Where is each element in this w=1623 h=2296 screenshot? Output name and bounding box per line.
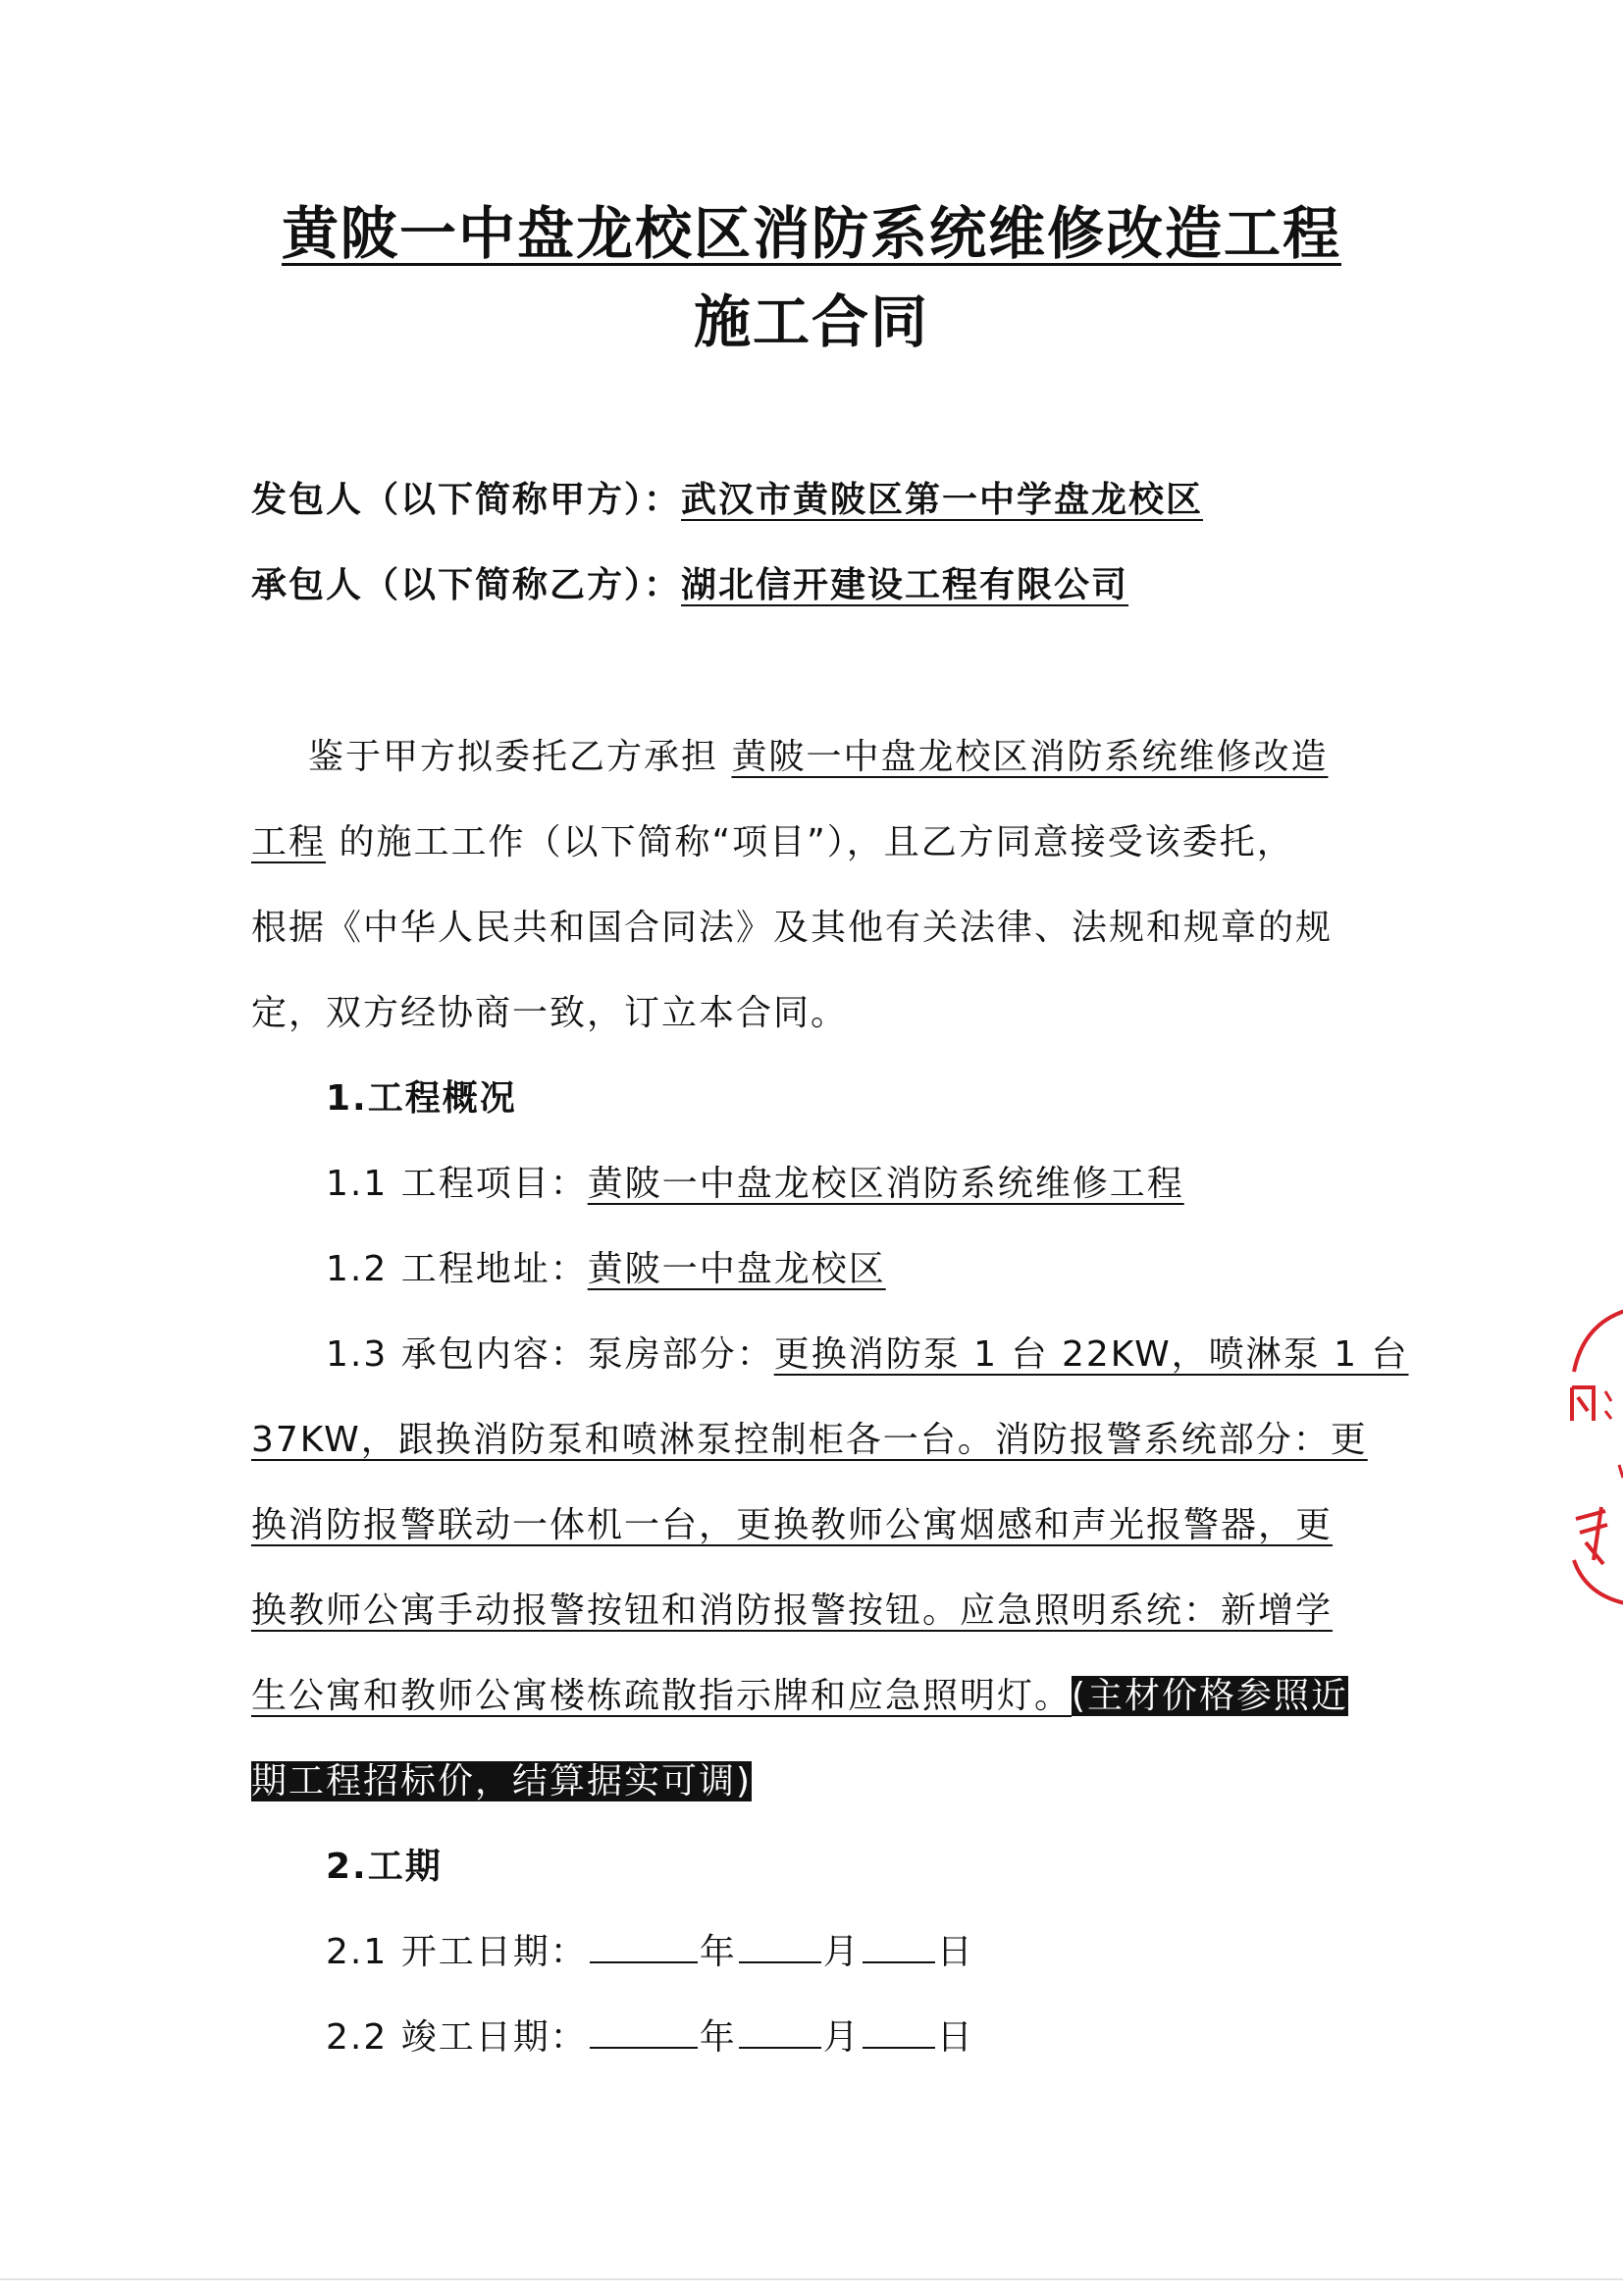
party-b-name: 湖北信开建设工程有限公司 [681, 565, 1129, 605]
party-a-label: 发包人（以下简称甲方）： [251, 480, 682, 520]
end-month-unit: 月 [822, 2017, 861, 2058]
start-date-label: 2.1 开工日期： [326, 1932, 588, 1972]
title-line-1: 黄陂一中盘龙校区消防系统维修改造工程 [281, 200, 1341, 267]
item-1-3-line-6 [251, 1756, 752, 1807]
start-year-blank [590, 1928, 698, 1963]
start-day-blank [863, 1928, 935, 1963]
end-month-blank [739, 2013, 821, 2049]
intro-project-name-cont: 工程 [251, 822, 327, 862]
item-1-2 [326, 1244, 886, 1295]
item-1-3-text-4: 换教师公寓手动报警按钮和消防报警按钮。应急照明系统：新增学 [251, 1591, 1334, 1631]
item-1-1 [326, 1159, 1184, 1210]
party-b [251, 560, 1128, 611]
seal-glyph-fragment-2 [1605, 1391, 1611, 1419]
item-1-3-text-1: 更换消防泵 1 台 22KW，喷淋泵 1 台 [773, 1334, 1409, 1375]
end-date-label: 2.2 竣工日期： [326, 2017, 588, 2058]
start-month-unit: 月 [822, 1932, 861, 1972]
intro-line-4: 定，双方经协商一致，订立本合同。 [251, 993, 849, 1033]
intro-prefix: 鉴于甲方拟委托乙方承担 [308, 737, 732, 777]
seal-glyph-fragment-3 [1576, 1507, 1607, 1564]
intro-line-3: 根据《中华人民共和国合同法》及其他有关法律、法规和规章的规 [251, 908, 1334, 948]
item-1-3-label: 1.3 承包内容：泵房部分： [326, 1334, 774, 1375]
seal-glyph-fragment-1 [1572, 1387, 1594, 1421]
intro-line-2 [251, 817, 1294, 868]
partial-seal-stamp [1566, 1303, 1623, 1607]
item-1-2-label: 1.2 工程地址： [326, 1249, 588, 1289]
section-1-heading: 1.工程概况 [326, 1078, 517, 1119]
item-1-1-label: 1.1 工程项目： [326, 1164, 588, 1204]
end-date-row [326, 2012, 974, 2063]
item-1-1-value: 黄陂一中盘龙校区消防系统维修工程 [587, 1164, 1184, 1204]
price-note-highlight-1: (主材价格参照近 [1072, 1676, 1349, 1716]
end-year-unit: 年 [699, 2017, 737, 2058]
item-1-3-line-5 [251, 1671, 1348, 1722]
end-year-blank [590, 2013, 698, 2049]
start-year-unit: 年 [699, 1932, 737, 1972]
start-day-unit: 日 [936, 1932, 974, 1972]
seal-arc-bottom [1574, 1560, 1623, 1603]
seal-mark [1619, 1465, 1623, 1478]
party-b-label: 承包人（以下简称乙方）： [251, 565, 682, 605]
section-2-heading: 2.工期 [326, 1847, 443, 1887]
document-title [0, 198, 1623, 269]
item-1-3-text-2: 37KW，跟换消防泵和喷淋泵控制柜各一台。消防报警系统部分：更 [251, 1420, 1368, 1460]
item-1-3-text-5: 生公寓和教师公寓楼栋疏散指示牌和应急照明灯。 [251, 1676, 1073, 1716]
intro-project-name: 黄陂一中盘龙校区消防系统维修改造 [731, 737, 1329, 777]
intro-line-1 [308, 732, 1328, 783]
end-day-blank [863, 2013, 935, 2049]
seal-arc-top [1574, 1311, 1623, 1372]
party-a-name: 武汉市黄陂区第一中学盘龙校区 [681, 480, 1204, 520]
end-day-unit: 日 [936, 2017, 974, 2058]
intro-suffix: 的施工工作（以下简称“项目”），且乙方同意接受该委托， [326, 822, 1294, 862]
start-date-row [326, 1927, 974, 1978]
scan-bottom-edge [0, 2278, 1623, 2280]
item-1-3-text-3: 换消防报警联动一体机一台，更换教师公寓烟感和声光报警器，更 [251, 1505, 1334, 1545]
party-a [251, 475, 1203, 526]
document-subtitle: 施工合同 [693, 288, 929, 355]
item-1-2-value: 黄陂一中盘龙校区 [587, 1249, 886, 1289]
item-1-3 [326, 1330, 1408, 1381]
start-month-blank [739, 1928, 821, 1963]
price-note-highlight-2: 期工程招标价，结算据实可调) [251, 1761, 753, 1801]
